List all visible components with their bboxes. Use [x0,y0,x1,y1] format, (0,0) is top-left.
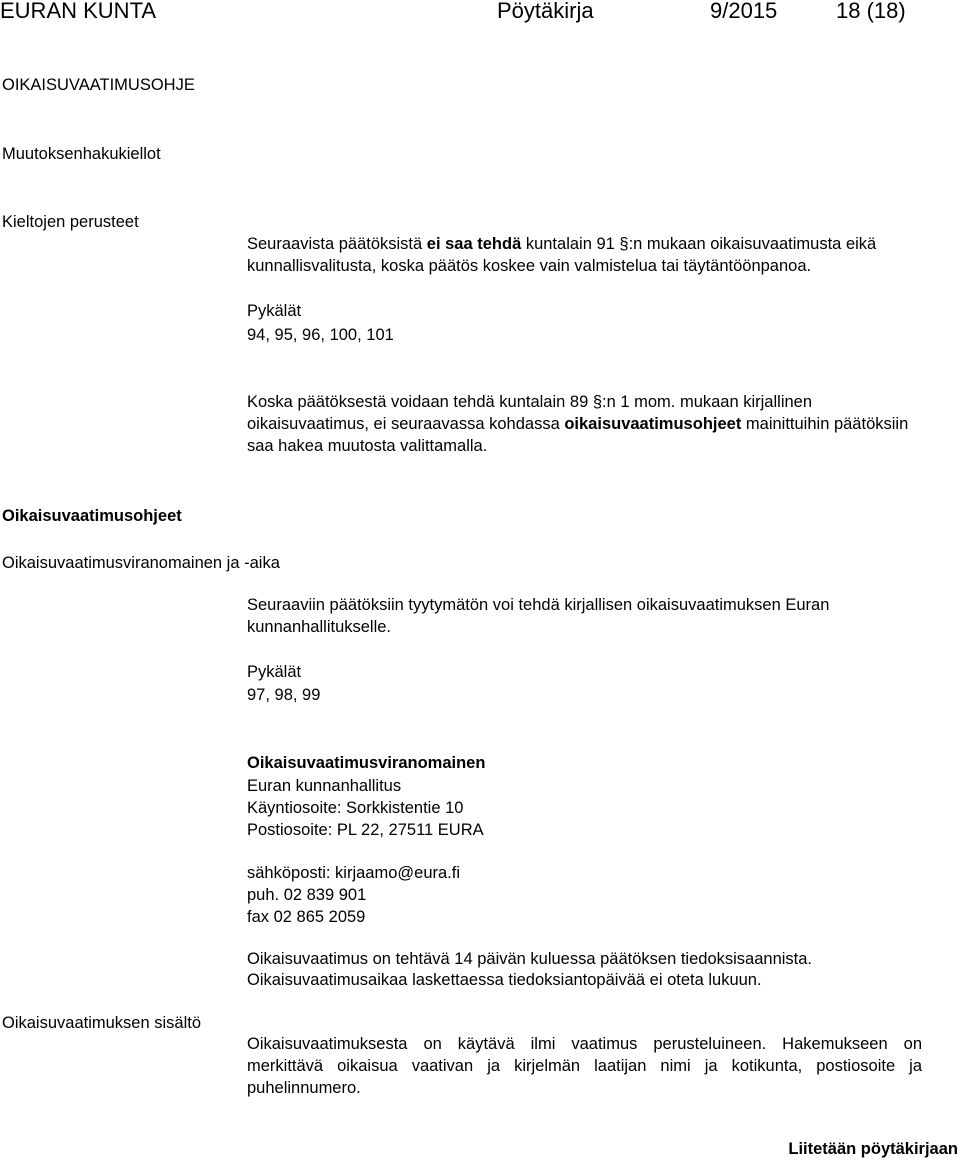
kieltojen-paragraph [247,233,927,277]
page-title: OIKAISUVAATIMUSOHJE [2,76,195,94]
sisalto-text: Oikaisuvaatimuksesta on käytävä ilmi vaatimus perusteluineen. Hakemukseen on merkittävä oikaisua vaativan ja kirjelmän laatijan nimi ja kotikunta, postiosoite ja puhelinnumero. [247,1035,922,1097]
pykalat-label: Pykälät [247,302,302,320]
kieltojen-text2-post: mainittuihin päätöksiin saa hakea muutosta valittamalla. [247,415,909,455]
authority-name: Euran kunnanhallitus [247,777,402,795]
ohjeet-pykalat-label: Pykälät [247,663,302,681]
ohjeet-text: Seuraaviin päätöksiin tyytymätön voi tehdä kirjallisen oikaisuvaatimuksen Euran kunnanhallitukselle. [247,596,830,636]
kieltojen-heading: Kieltojen perusteet [2,213,139,231]
section-title: Muutoksenhakukiellot [2,145,161,163]
pykalat-list: 94, 95, 96, 100, 101 [247,326,394,344]
ohjeet-pykalat-list: 97, 98, 99 [247,686,321,704]
header-doc-type: Pöytäkirja [497,0,594,23]
kieltojen-text2-bold: oikaisuvaatimusohjeet [564,415,742,433]
deadline-line-1: Oikaisuvaatimus on tehtävä 14 päivän kuluessa päätöksen tiedoksisaannista. [247,950,813,968]
header-number: 9/2015 [710,0,778,23]
phone: puh. 02 839 901 [247,886,367,904]
ohjeet-paragraph [247,594,927,638]
kieltojen-text2-pre: Koska päätöksestä voidaan tehdä kuntalain 89 §:n 1 mom. mukaan kirjallinen oikaisuvaatimus, ei seuraavassa kohdassa [247,393,813,433]
sisalto-heading: Oikaisuvaatimuksen sisältö [2,1014,201,1032]
ohjeet-heading: Oikaisuvaatimusohjeet [2,507,182,525]
kieltojen-text-bold: ei saa tehdä [426,235,522,253]
ohjeet-subheading: Oikaisuvaatimusviranomainen ja -aika [2,554,280,572]
header-municipality: EURAN KUNTA [0,0,157,23]
email: sähköposti: kirjaamo@eura.fi [247,864,461,882]
kieltojen-paragraph-2 [247,391,927,457]
postal-address: Postiosoite: PL 22, 27511 EURA [247,821,484,839]
kieltojen-text-post: kuntalain 91 §:n mukaan oikaisuvaatimusta eikä kunnallisvalitusta, koska päätös koskee vain valmistelua tai täytäntöönpanoa. [247,235,877,275]
deadline-line-2: Oikaisuvaatimusaikaa laskettaessa tiedoksiantopäivää ei oteta lukuun. [247,971,762,989]
footer-note: Liitetään pöytäkirjaan [788,1140,958,1158]
sisalto-paragraph [247,1033,922,1099]
authority-title: Oikaisuvaatimusviranomainen [247,754,486,772]
kieltojen-text-pre: Seuraavista päätöksistä [247,235,427,253]
visit-address: Käyntiosoite: Sorkkistentie 10 [247,799,464,817]
fax: fax 02 865 2059 [247,908,366,926]
header-page: 18 (18) [836,0,906,23]
